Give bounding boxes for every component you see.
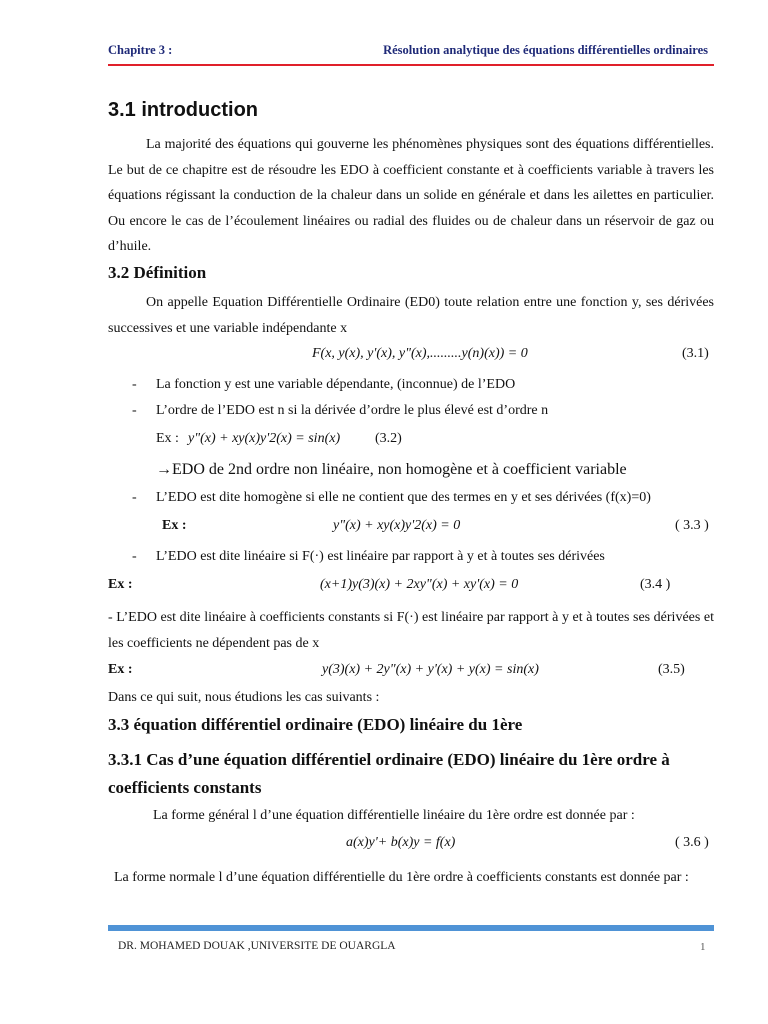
equation-3-6: a(x)y'+ b(x)y = f(x) (346, 835, 456, 850)
bullet-homogeneous: L’EDO est dite homogène si elle ne contient que des termes en y et ses dérivées (f(x)=0) (156, 490, 651, 505)
bullet-dash: - (132, 549, 137, 564)
section-heading-3-2: 3.2 Définition (108, 263, 207, 282)
bullet-dependent-variable: La fonction y est une variable dépendante, (inconnue) de l’EDO (156, 377, 516, 392)
bullet-dash: - (132, 403, 137, 418)
header-divider (108, 64, 714, 66)
section-heading-3-1: 3.1 introduction (108, 99, 258, 121)
bullet-dash: - (132, 490, 137, 505)
classification-note: →EDO de 2nd ordre non linéaire, non homogène et à coefficient variable (156, 461, 627, 478)
section-heading-3-3: 3.3 équation différentiel ordinaire (EDO) linéaire du 1ère (108, 715, 523, 734)
equation-3-4: (x+1)y(3)(x) + 2xy"(x) + xy'(x) = 0 (320, 577, 519, 592)
equation-3-3-number: ( 3.3 ) (675, 518, 709, 533)
chapter-label: Chapitre 3 : (108, 43, 173, 57)
equation-3-5: y(3)(x) + 2y"(x) + y'(x) + y(x) = sin(x) (322, 662, 539, 677)
chapter-title: Résolution analytique des équations différentielles ordinaires (383, 43, 708, 57)
intro-paragraph: La majorité des équations qui gouverne les phénomènes physiques sont des équations différentielles. Le but de ce chapitre est de résoudre les EDO à coefficient constante et à coefficients variable à travers les équations régissant la conduction de la chaleur dans un solide en générale et dans les ailettes en particulier. Ou encore le cas de l’écoulement linéaires ou radial des fluides ou de chaleur dans un réservoir de gaz ou d’huile. (108, 137, 714, 254)
footer-author: DR. MOHAMED DOUAK ,UNIVERSITE DE OUARGLA (118, 940, 396, 952)
equation-3-2: y"(x) + xy(x)y'2(x) = sin(x) (188, 431, 341, 446)
constant-coefficients-paragraph: - L’EDO est dite linéaire à coefficients constants si F(·) est linéaire par rapport à y et à toutes ses dérivées et les coefficients ne dépendent pas de x (108, 610, 714, 651)
normal-form-paragraph: La forme normale l d’une équation différentielle du 1ère ordre à coefficients constants est donnée par : (114, 870, 689, 885)
general-form-text: La forme général l d’une équation différentielle linéaire du 1ère ordre est donnée par : (153, 808, 635, 823)
equation-3-5-number: (3.5) (658, 662, 685, 677)
equation-3-6-number: ( 3.6 ) (675, 835, 709, 850)
example-label: Ex : (162, 518, 187, 533)
definition-paragraph: On appelle Equation Différentielle Ordinaire (ED0) toute relation entre une fonction y, ses dérivées successives et une variable indépendante x (108, 295, 714, 336)
footer-divider (108, 925, 714, 931)
page-number: 1 (700, 941, 706, 953)
subsection-heading-3-3-1: 3.3.1 Cas d’une équation différentiel ordinaire (EDO) linéaire du 1ère ordre à coefficients constants (108, 750, 670, 797)
equation-3-1-number: (3.1) (682, 346, 709, 361)
cases-intro: Dans ce qui suit, nous étudions les cas suivants : (108, 690, 380, 705)
equation-3-4-number: (3.4 ) (640, 577, 671, 592)
bullet-dash: - (132, 377, 137, 392)
bullet-order: L’ordre de l’EDO est n si la dérivée d’ordre le plus élevé est d’ordre n (156, 403, 549, 418)
equation-3-3: y"(x) + xy(x)y'2(x) = 0 (333, 518, 461, 533)
example-label: Ex : (108, 662, 133, 677)
equation-3-2-number: (3.2) (375, 431, 402, 446)
example-label: Ex : (156, 431, 179, 446)
example-label: Ex : (108, 577, 133, 592)
bullet-linear: L’EDO est dite linéaire si F(·) est linéaire par rapport à y et à toutes ses dérivées (156, 549, 605, 564)
equation-3-1: F(x, y(x), y'(x), y"(x),.........y(n)(x)) = 0 (312, 346, 528, 361)
